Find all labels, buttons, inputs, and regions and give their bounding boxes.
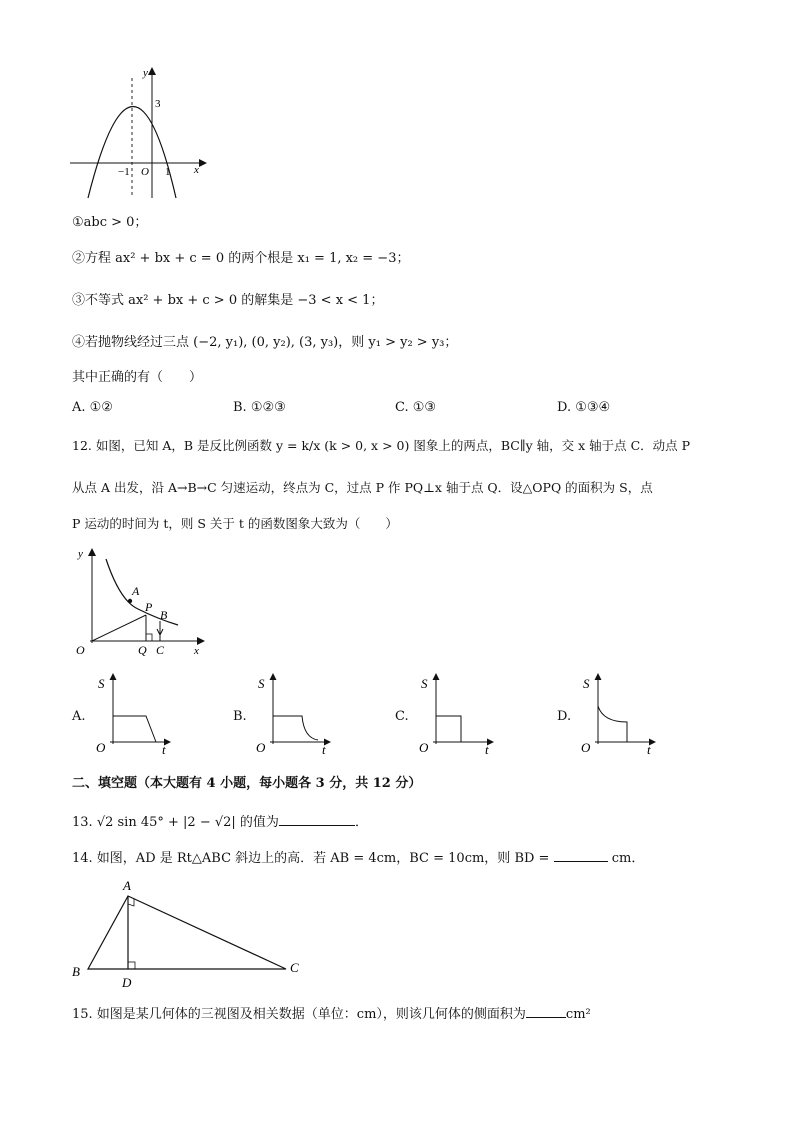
right-angle-d (128, 962, 135, 969)
label-b: B (72, 964, 80, 979)
q-label: Q (138, 643, 147, 657)
q14 (72, 848, 644, 868)
q14-answer-blank[interactable] (554, 848, 608, 862)
q12-option-c-label: C. (395, 709, 409, 724)
o-label: O (76, 643, 85, 657)
right-angle-a (128, 899, 134, 906)
q12-option-a-label: A. (72, 709, 86, 724)
t-label: t (485, 742, 489, 756)
q12-line2: 从点 A 出发，沿 A→B→C 匀速运动，终点为 C，过点 P 作 PQ⊥x 轴于点 Q．设△OPQ 的面积为 S，点 (72, 480, 653, 495)
t-label: t (647, 742, 651, 756)
q15-text: 15. 如图是某几何体的三视图及相关数据（单位：cm），则该几何体的侧面积为 (72, 1007, 526, 1022)
graph-option-a (90, 668, 174, 756)
triangle-abc (88, 896, 286, 969)
q15-unit: cm² (565, 1007, 591, 1022)
hyperbola-figure (72, 543, 212, 660)
q11-option-c: C. ①③ (395, 400, 437, 415)
q13-number: 13. (72, 815, 93, 830)
graph-option-d (575, 668, 659, 756)
t-label: t (162, 742, 166, 756)
s-label: S (98, 676, 105, 691)
statement-4: ④若抛物线经过三点 (−2, y₁), (0, y₂), (3, y₃)，则 y₁ > y₂ > y₃； (72, 335, 458, 350)
q13-end: ． (354, 815, 368, 830)
q14-unit: cm． (611, 851, 645, 866)
statement-1: ①abc > 0； (72, 215, 148, 230)
x-label: x (194, 164, 199, 176)
q13 (72, 812, 368, 832)
p-label: P (145, 600, 153, 614)
q12-option-b-label: B. (233, 709, 247, 724)
o-label: O (581, 740, 591, 755)
q14-text: 14. 如图，AD 是 Rt△ABC 斜边上的高．若 AB = 4cm，BC = 10cm，则 BD = (72, 851, 550, 866)
graph-option-b (250, 668, 334, 756)
o-label: O (256, 740, 266, 755)
y-label: y (78, 548, 83, 560)
t-label: t (322, 742, 326, 756)
a-label: A (132, 584, 140, 598)
s-label: S (421, 676, 428, 691)
q11-option-d: D. ①③④ (557, 400, 611, 415)
q12-line3: P 运动的时间为 t，则 S 关于 t 的函数图象大致为（ ） (72, 516, 398, 531)
s-label: S (258, 676, 265, 691)
one-label: 1 (165, 166, 171, 178)
x-label: x (194, 645, 199, 657)
q15-answer-blank[interactable] (526, 1004, 566, 1018)
o-label: O (96, 740, 106, 755)
label-d: D (122, 975, 132, 990)
q12-option-d-label: D. (557, 709, 572, 724)
graph-option-c (413, 668, 497, 756)
q11-option-b: B. ①②③ (233, 400, 286, 415)
point-a (128, 599, 132, 603)
triangle-figure (68, 874, 308, 990)
y-label: y (143, 67, 148, 79)
three-label: 3 (155, 98, 161, 110)
right-angle-mark (146, 634, 152, 641)
parabola-figure (66, 60, 216, 200)
statement-2: ②方程 ax² + bx + c = 0 的两个根是 x₁ = 1, x₂ = −3； (72, 251, 410, 266)
q12-line1: 12. 如图，已知 A，B 是反比例函数 y = k/x (k > 0, x > 0) 图象上的两点，BC∥y 轴，交 x 轴于点 C．动点 P (72, 438, 691, 453)
c-label: C (156, 643, 165, 657)
q13-answer-blank[interactable] (279, 812, 355, 826)
s-label: S (583, 676, 590, 691)
section-heading: 二、填空题（本大题有 4 小题，每小题各 3 分，共 12 分） (72, 776, 422, 791)
q11-option-a: A. ①② (72, 400, 113, 415)
origin-label: O (141, 166, 149, 178)
statement-3: ③不等式 ax² + bx + c > 0 的解集是 −3 < x < 1； (72, 293, 384, 308)
o-label: O (419, 740, 429, 755)
segment-op (92, 615, 146, 641)
b-label: B (160, 608, 168, 622)
neg1-label: −1 (118, 166, 130, 178)
q11-prompt: 其中正确的有（ ） (72, 370, 203, 385)
label-a: A (123, 878, 131, 893)
q15 (72, 1004, 591, 1024)
label-c: C (290, 960, 299, 975)
q13-expression: √2 sin 45° + |2 − √2| 的值为 (96, 815, 279, 830)
